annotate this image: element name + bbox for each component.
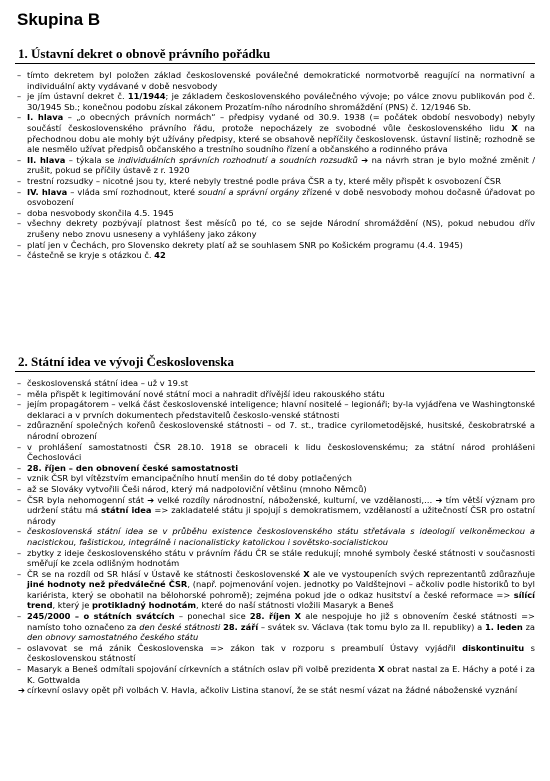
list-item	[15, 91, 535, 112]
dash-bullet: –	[17, 642, 22, 653]
item-text: platí jen v Čechách, pro Slovensko dekrety platí až se souhlasem SNR po Košickém programu (4.4. 1945)	[27, 239, 463, 250]
list-item	[15, 399, 535, 420]
list-item	[15, 389, 535, 400]
item-text: , které do naší státnosti vložili Masaryk a Beneš	[196, 600, 394, 611]
dash-bullet: –	[17, 462, 22, 473]
list-item	[15, 187, 535, 208]
item-text: – svátek sv. Václava (tak tomu bylo za II. republiky) a	[258, 621, 485, 632]
list-item	[15, 664, 535, 685]
item-text: československá státní idea – už v 19.st	[27, 378, 189, 388]
dash-bullet: –	[17, 378, 22, 388]
item-text: ale nespojuje ho již s obnovením české státnosti => namísto toho označeno za	[27, 611, 535, 632]
dash-bullet: –	[17, 611, 22, 622]
item-text: všechny dekrety pozbývají platnost šest měsíců po té, co se sejde Národní shromáždění (NS), pokud nebudou dřív zrušeny nebo znovu usneseny a vyhlášeny jako zákony	[27, 218, 535, 239]
list-item	[15, 218, 535, 239]
item-text: oslavovat se má zánik Československa => zákon tak v rozporu s preambulí Ústavy vyjádřil	[27, 642, 463, 653]
item-text: československá státní idea se v průběhu existence československého státu střetávala s ideologií velkoněmeckou a nacistickou, fašistickou, integrálně i nacionalisticky katolickou i sovětsko-socialistickou	[27, 526, 535, 547]
dash-bullet: –	[17, 218, 22, 229]
item-text: X	[303, 568, 310, 579]
item-text: 28. říjen – den obnovení české samostatnosti	[27, 462, 239, 473]
dash-bullet: –	[17, 186, 22, 197]
item-text: => zakladatelé státu ji spojují s demokratismem, vzdělaností a užitečností ČSR pro ostatní národy	[27, 505, 535, 526]
dash-bullet: –	[17, 664, 22, 675]
dash-bullet: –	[17, 239, 22, 250]
list-item	[15, 420, 535, 441]
list-item	[15, 548, 535, 569]
list-item	[15, 495, 535, 527]
item-text: individuálních správních rozhodnutí a soudních rozsudků	[117, 154, 358, 165]
item-text: zbytky z ideje československého státu v právním řádu ČR se stále redukují; mnohé symboly české státnosti v současnosti směřují ke zcela odlišným hodnotám	[27, 547, 535, 569]
item-text: jiné hodnoty než předválečné ČSR	[27, 579, 188, 590]
item-text: sílící trend	[27, 589, 535, 611]
item-text: – ponechal sice	[174, 611, 250, 622]
list-item	[15, 473, 535, 484]
item-text: obrat nastal za E. Háchy a poté i za K. Gottwalda	[27, 664, 535, 685]
dash-bullet: –	[17, 494, 22, 505]
item-text: doba nesvobody skončila 4.5. 1945	[27, 207, 174, 218]
item-text: IV. hlava	[27, 186, 68, 197]
item-text: – vláda smí rozhodnout, které	[67, 186, 198, 197]
item-text: je jím ústavní dekret č.	[27, 91, 128, 102]
item-text: vznik ČSR byl vítězstvím emancipačního hnutí menšin do té doby potlačených	[27, 473, 352, 484]
item-text: v prohlášení samostatnosti ČSR 28.10. 1918 se obraceli k lidu československému; za státní národ prohlášeni Čechoslováci	[27, 441, 535, 463]
item-text: 42	[154, 250, 166, 261]
item-text: zřízené v době nesvobody mohou dočasně úřadovat po osvobození	[27, 186, 535, 208]
item-text: – týkala se	[65, 154, 118, 165]
item-text: X	[294, 611, 301, 622]
page-heading: Skupina B	[17, 10, 101, 29]
item-text: až se Slováky vytvořili Češi národ, který má nadpoloviční většinu (mnoho Němců)	[27, 483, 367, 494]
list-item	[15, 643, 535, 664]
list-item	[15, 484, 535, 495]
list-item	[15, 526, 535, 547]
item-text: trestní rozsudky – nicotné jsou ty, které nebyly trestné podle práva ČSR a ty, které měly přispět k osvobození ČSR	[27, 175, 501, 186]
dash-bullet: –	[17, 483, 22, 494]
item-text: částečně se kryje s otázkou č.	[27, 250, 155, 261]
dash-bullet: –	[17, 112, 22, 123]
list-item	[15, 685, 535, 696]
item-text: , (např. pojmenování vojen. jednotky po Valdštejnovi – ačkoliv podle historiků to byl kariérista, který se obohatil na bělohorské pohromě); zejména pokud jde o odkaz husitství a české reformace =>	[27, 579, 535, 600]
dash-bullet: –	[17, 70, 22, 80]
item-text: s československou státností	[27, 642, 535, 664]
list-item	[15, 112, 535, 154]
item-text: diskontinuitu	[462, 642, 525, 653]
item-text: ; je základem československého poválečného vývoje; po válce znovu publikován pod č. 30/1945 Sb.; konečnou podobu získal zákonem Prozatím-ního národního shromáždění (PNS) č. 12/1946 Sb.	[27, 91, 535, 112]
section-1-list	[15, 70, 535, 261]
list-item	[15, 240, 535, 251]
item-text: 28. září	[223, 621, 259, 632]
dash-bullet: –	[17, 399, 22, 410]
dash-bullet: –	[17, 568, 22, 579]
list-item	[15, 176, 535, 187]
dash-bullet: –	[17, 441, 22, 452]
list-item	[15, 463, 535, 474]
list-item	[15, 378, 535, 389]
item-text: ČR se na rozdíl od SR hlásí v Ústavě ke státnosti československé	[27, 568, 304, 579]
item-text: soudní a správní orgány	[197, 186, 300, 197]
item-text: jejím propagátorem – velká část československé inteligence; hlavní nositelé – legionáři; by-la vyjádřena ve Washingtonské deklaraci a v prvních dokumentech představitelů českoslo-venské státnosti	[27, 399, 535, 420]
arrow-bullet-icon: ➔	[18, 685, 25, 696]
item-text: – „o obecných právních normách“ – předpisy vydané od 30.9. 1938 (= počátek období nesvobody) nebyly součástí československého právního řádu, protože nepocházely ze svobodné vůle československého lidu	[27, 112, 535, 133]
dash-bullet: –	[17, 526, 22, 537]
list-item	[15, 208, 535, 219]
list-item	[15, 155, 535, 176]
dash-bullet: –	[17, 250, 22, 261]
item-text: , který je	[52, 600, 92, 611]
dash-bullet: –	[17, 154, 22, 165]
item-text: X	[378, 664, 385, 675]
dash-bullet: –	[17, 207, 22, 218]
item-text: 11/1944	[127, 91, 166, 102]
item-text: ➔ na návrh stran je bylo možné změnit / zrušit, pokud se příčily ústavě z r. 1920	[27, 154, 535, 176]
item-text: ale ve vystoupeních svých reprezentantů zdůrazňuje	[309, 568, 535, 579]
section-2-list	[15, 378, 535, 696]
list-item	[15, 442, 535, 463]
dash-bullet: –	[17, 175, 22, 186]
item-text: na přechodnou dobu ale mohly být užívány předpisy, které se obsahově nepříčily československ. ústavní listině; rozhodně se ale nesmělo užívat předpisů občanského a trestního soudního řízení a občanského a rodinného práva	[27, 122, 536, 155]
item-text: měla přispět k legitimování nové státní moci a nahradit dřívější ideu rakouského státu	[27, 388, 385, 399]
item-text: Masaryk a Beneš odmítali spojování církevních a státních oslav při volbě prezidenta	[27, 664, 379, 675]
item-text: zdůraznění společných kořenů československé státnosti – od 7. st., tradice cyrilometodějské, husitské, českobratrské a národní obrození	[27, 420, 535, 441]
item-text: X	[511, 122, 518, 133]
dash-bullet: –	[17, 473, 22, 484]
item-text: den obnovy samostatného českého státu	[27, 632, 199, 643]
dash-bullet: –	[17, 388, 22, 399]
item-text: tímto dekretem byl položen základ československé poválečné demokratické normotvorbě reagující na normativní a individuální akty vydávané v době nesvobody	[27, 70, 535, 91]
item-text: 1. leden	[484, 621, 523, 632]
item-text: ČSR byla nehomogenní stát ➔ velké rozdíly národnostní, náboženské, kulturní, ve vzdělanosti,… ➔ tím větší význam pro udržení státu má	[27, 494, 535, 516]
dash-bullet: –	[17, 91, 22, 102]
list-item	[15, 611, 535, 643]
item-text: za	[522, 621, 536, 632]
list-item	[15, 250, 535, 261]
item-text: den české státnosti	[139, 621, 221, 632]
section-1-title: 1. Ústavní dekret o obnově právního pořádku	[15, 46, 535, 64]
item-text: státní idea	[101, 505, 152, 516]
list-item	[15, 569, 535, 611]
item-text: 28. říjen	[249, 611, 291, 622]
item-text: církevní oslavy opět při volbách V. Havla, ačkoliv Listina stanoví, že se stát nesmí vázat na žádné náboženské vyznání	[27, 685, 518, 696]
item-text: I. hlava	[27, 112, 64, 123]
section-2-title: 2. Státní idea ve vývoji Československa	[15, 354, 535, 372]
item-text: protikladný hodnotám	[91, 600, 196, 611]
dash-bullet: –	[17, 420, 22, 431]
list-item	[15, 70, 535, 91]
dash-bullet: –	[17, 547, 22, 558]
item-text: II. hlava	[27, 154, 66, 165]
item-text: 245/2000 – o státních svátcích	[27, 611, 175, 622]
